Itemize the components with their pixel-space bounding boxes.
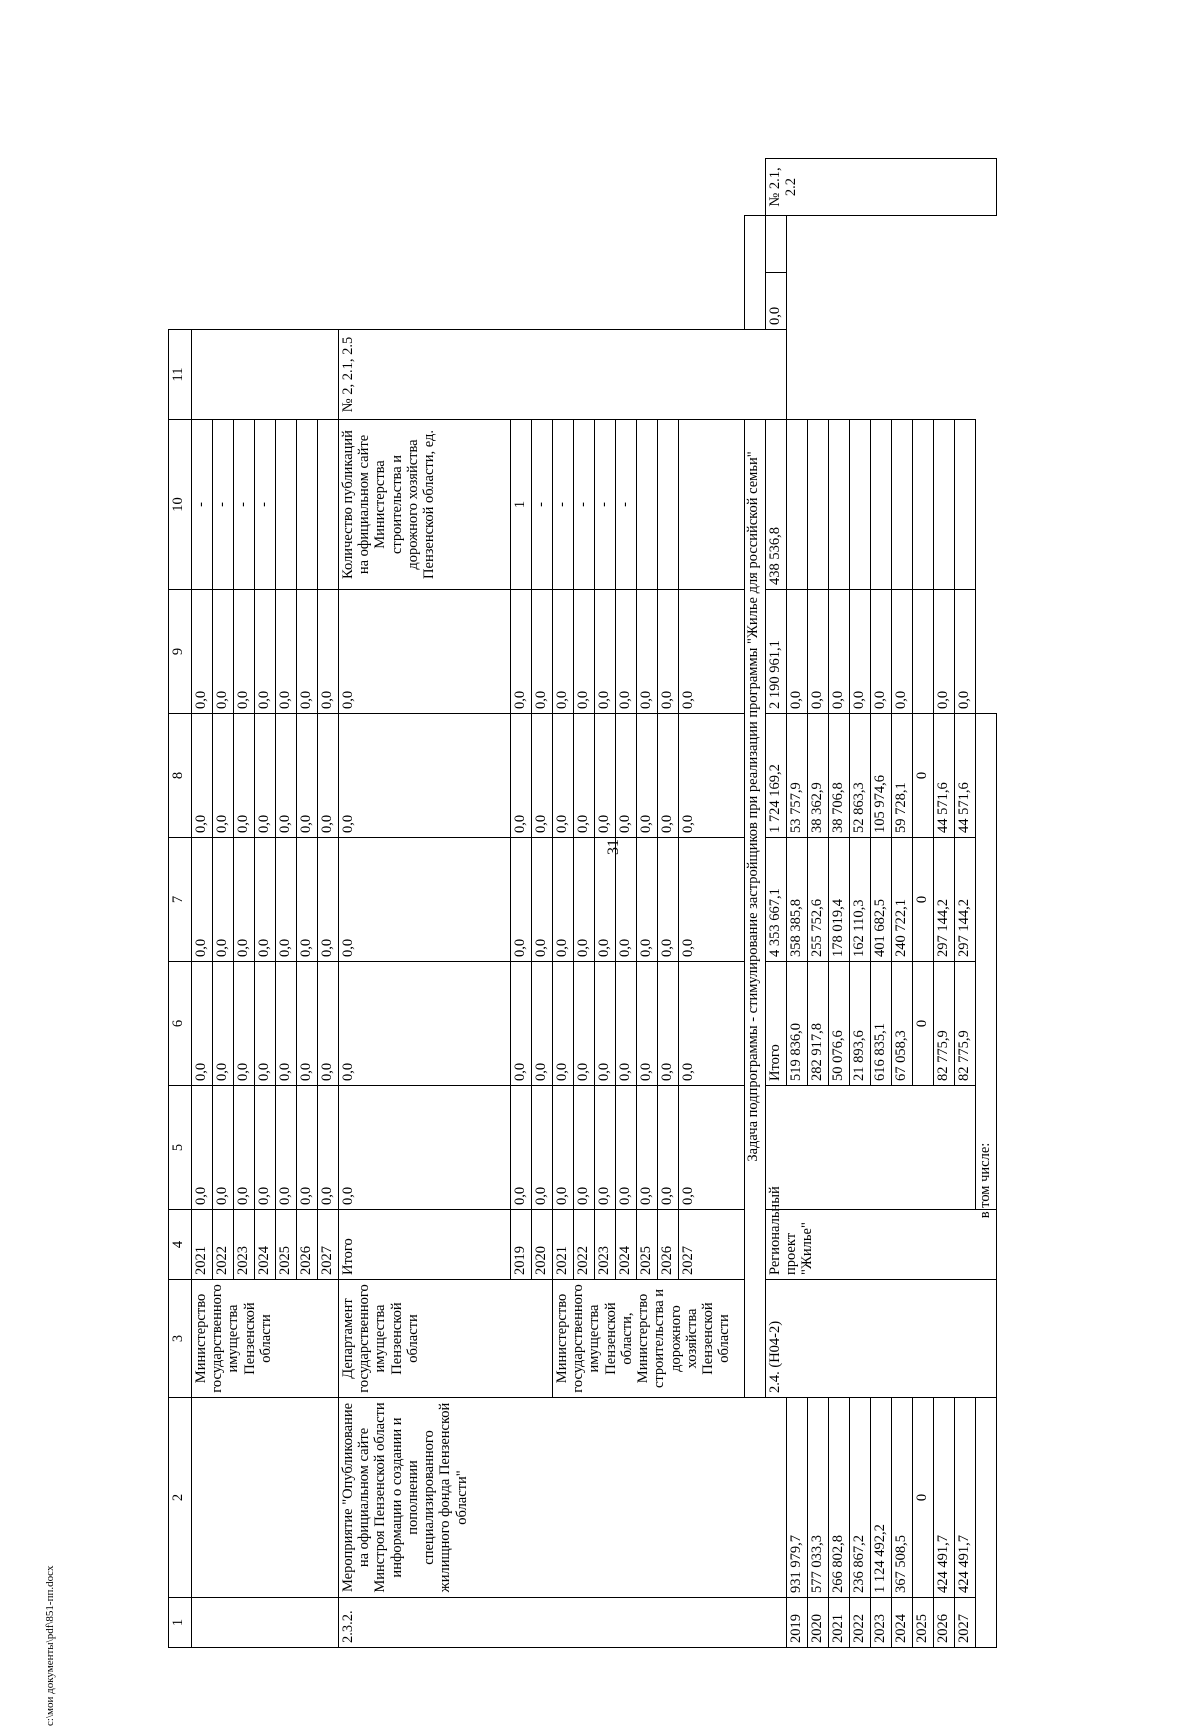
value-cell: 0,0 <box>787 590 808 714</box>
year-cell: 2019 <box>787 1598 808 1648</box>
indicator-value-cell: - <box>595 420 616 590</box>
value-cell: 0,0 <box>276 714 297 838</box>
executor-cell: Министерство государственного имущества Пензенской области <box>192 1280 339 1398</box>
table-row <box>829 159 850 1648</box>
sub-note: в том числе: <box>976 714 997 1648</box>
num-cell <box>192 1598 339 1648</box>
indicator-cell: Количество публикаций на официальном сайте Министерства строительства и дорожного хозяйства Пензенской области, ед. <box>339 420 511 590</box>
value-cell: 401 682,5 <box>871 838 892 962</box>
indicator-value-cell: - <box>192 420 213 590</box>
header-cell: 11 <box>169 330 192 420</box>
value-cell: 0,0 <box>276 962 297 1086</box>
value-cell: 0,0 <box>511 714 532 838</box>
year-cell: 2026 <box>934 1598 955 1648</box>
value-cell: 0 <box>913 1398 934 1598</box>
value-cell: 0,0 <box>192 838 213 962</box>
value-cell: 0,0 <box>297 1086 318 1210</box>
value-cell: 297 144,2 <box>955 838 976 962</box>
table-row <box>192 159 213 1648</box>
value-cell: 0,0 <box>255 962 276 1086</box>
value-cell: 0,0 <box>658 1086 679 1210</box>
table-row <box>850 159 871 1648</box>
value-cell: 0,0 <box>511 962 532 1086</box>
value-cell: 0,0 <box>574 714 595 838</box>
table-row <box>787 159 808 1648</box>
value-cell: 59 728,1 <box>892 714 913 838</box>
value-cell: 0,0 <box>829 590 850 714</box>
value-cell: 0,0 <box>637 590 658 714</box>
value-cell: 0,0 <box>679 590 745 714</box>
table-body <box>169 159 997 1648</box>
indicator-value-cell: - <box>213 420 234 590</box>
value-cell: 0,0 <box>871 590 892 714</box>
value-cell: 367 508,5 <box>892 1398 913 1598</box>
header-cell: 7 <box>169 838 192 962</box>
value-cell: 38 706,8 <box>829 714 850 838</box>
value-cell: 0,0 <box>511 838 532 962</box>
indicator-value-cell <box>297 420 318 590</box>
value-cell: 0,0 <box>637 714 658 838</box>
desc-cell <box>192 1398 339 1598</box>
value-cell: 0 <box>913 962 934 1086</box>
value-cell: 82 775,9 <box>955 962 976 1086</box>
table-row <box>339 159 511 1648</box>
value-cell: 0,0 <box>255 838 276 962</box>
value-cell: 0,0 <box>679 1086 745 1210</box>
value-cell: 0,0 <box>553 1086 574 1210</box>
value-cell: 0,0 <box>595 714 616 838</box>
table-row <box>955 159 976 1648</box>
value-cell: 1 724 169,2 <box>766 714 787 838</box>
value-cell: 82 775,9 <box>934 962 955 1086</box>
value-cell: 0,0 <box>595 590 616 714</box>
value-cell: 0,0 <box>297 838 318 962</box>
year-cell: 2022 <box>574 1210 595 1280</box>
executor-cell <box>766 1086 976 1210</box>
value-cell: 0,0 <box>255 590 276 714</box>
refs-cell <box>192 330 339 420</box>
value-cell: 0,0 <box>192 1086 213 1210</box>
value-cell: 0,0 <box>574 1086 595 1210</box>
year-cell: 2022 <box>850 1598 871 1648</box>
value-cell: 105 974,6 <box>871 714 892 838</box>
value-cell: 0,0 <box>553 962 574 1086</box>
value-cell: 0,0 <box>955 590 976 714</box>
value-cell: 67 058,3 <box>892 962 913 1086</box>
value-cell: 0,0 <box>679 838 745 962</box>
value-cell: 0,0 <box>637 1086 658 1210</box>
value-cell: 44 571,6 <box>955 714 976 838</box>
value-cell: 0,0 <box>276 838 297 962</box>
value-cell: 0,0 <box>658 590 679 714</box>
year-cell: Итого <box>766 962 787 1086</box>
value-cell: 0,0 <box>339 962 511 1086</box>
section-title: Задача подпрограммы - стимулирование застройщиков при реализации программы "Жилье для российской семьи" <box>745 216 766 1398</box>
executor-cell: Департамент государственного имущества Пензенской области <box>339 1280 553 1398</box>
year-cell: 2026 <box>658 1210 679 1280</box>
value-cell: 282 917,8 <box>808 962 829 1086</box>
year-cell: 2025 <box>276 1210 297 1280</box>
value-cell: 0,0 <box>616 590 637 714</box>
value-cell: 0,0 <box>339 838 511 962</box>
year-cell: 2020 <box>808 1598 829 1648</box>
indicator-value-cell <box>787 420 808 590</box>
value-cell: 0,0 <box>192 962 213 1086</box>
value-cell: 0,0 <box>532 590 553 714</box>
value-cell: 424 491,7 <box>934 1398 955 1598</box>
indicator-value-cell <box>276 420 297 590</box>
value-cell: 0,0 <box>532 714 553 838</box>
year-cell: 2027 <box>955 1598 976 1648</box>
indicator-value-cell <box>318 420 339 590</box>
value-cell: 0 <box>913 838 934 962</box>
header-cell: 5 <box>169 1086 192 1210</box>
year-cell: 2027 <box>679 1210 745 1280</box>
value-cell: 0,0 <box>808 590 829 714</box>
footer-file-path: c:\мои документы\pdf\851-пп.docx <box>44 1565 56 1726</box>
value-cell: 0,0 <box>553 838 574 962</box>
value-cell: 0,0 <box>679 962 745 1086</box>
page-number: 31 <box>605 839 622 855</box>
value-cell: 931 979,7 <box>787 1398 808 1598</box>
refs-cell: № 2, 2.1, 2.5 <box>339 330 787 420</box>
indicator-value-cell <box>934 420 955 590</box>
value-cell: 0,0 <box>297 962 318 1086</box>
value-cell: 0,0 <box>616 962 637 1086</box>
value-cell: 0,0 <box>532 838 553 962</box>
value-cell: 0,0 <box>532 1086 553 1210</box>
indicator-value-cell: - <box>234 420 255 590</box>
value-cell: 0,0 <box>213 714 234 838</box>
value-cell: 0,0 <box>595 962 616 1086</box>
header-row <box>169 159 192 1648</box>
header-cell: 3 <box>169 1280 192 1398</box>
indicator-value-cell <box>679 420 745 590</box>
value-cell: 0,0 <box>234 590 255 714</box>
num-cell: 2.4. (Н04-2) <box>766 1280 997 1398</box>
year-cell: 2025 <box>637 1210 658 1280</box>
subnote-row <box>976 159 997 1648</box>
value-cell: 0,0 <box>616 1086 637 1210</box>
value-cell: 0,0 <box>234 714 255 838</box>
value-cell: 0,0 <box>276 1086 297 1210</box>
value-cell: 0,0 <box>574 590 595 714</box>
value-cell: 38 362,9 <box>808 714 829 838</box>
value-cell: 0,0 <box>192 590 213 714</box>
value-cell: 0,0 <box>658 838 679 962</box>
year-cell: 2022 <box>213 1210 234 1280</box>
value-cell: 236 867,2 <box>850 1398 871 1598</box>
value-cell: 0,0 <box>192 714 213 838</box>
value-cell: 0,0 <box>255 1086 276 1210</box>
table-row <box>871 159 892 1648</box>
indicator-value-cell <box>637 420 658 590</box>
header-cell: 9 <box>169 590 192 714</box>
value-cell: 0,0 <box>616 714 637 838</box>
header-cell: 1 <box>169 1598 192 1648</box>
value-cell: 44 571,6 <box>934 714 955 838</box>
desc-cell: Региональный проект "Жилье" <box>766 1210 997 1280</box>
value-cell: 1 124 492,2 <box>871 1398 892 1598</box>
value-cell: 0,0 <box>318 714 339 838</box>
value-cell: 0,0 <box>637 962 658 1086</box>
year-cell: 2021 <box>192 1210 213 1280</box>
value-cell: 0 <box>913 714 934 838</box>
indicator-value-cell <box>892 420 913 590</box>
value-cell: 577 033,3 <box>808 1398 829 1598</box>
value-cell: 297 144,2 <box>934 838 955 962</box>
year-cell: 2021 <box>829 1598 850 1648</box>
year-cell: 2027 <box>318 1210 339 1280</box>
program-table <box>168 158 997 1648</box>
header-cell: 8 <box>169 714 192 838</box>
value-cell: 424 491,7 <box>955 1398 976 1598</box>
indicator-value-cell <box>913 420 934 590</box>
indicator-value-cell: - <box>574 420 595 590</box>
indicator-value-cell: 1 <box>511 420 532 590</box>
value-cell: 0,0 <box>637 838 658 962</box>
value-cell: 0,0 <box>255 714 276 838</box>
header-cell: 6 <box>169 962 192 1086</box>
value-cell: 21 893,6 <box>850 962 871 1086</box>
value-cell: 0,0 <box>616 838 637 962</box>
indicator-value-cell <box>766 216 787 273</box>
value-cell: 0,0 <box>553 590 574 714</box>
indicator-value-cell <box>871 420 892 590</box>
value-cell: 0,0 <box>511 1086 532 1210</box>
value-cell: 178 019,4 <box>829 838 850 962</box>
year-cell: 2023 <box>595 1210 616 1280</box>
indicator-value-cell <box>658 420 679 590</box>
value-cell: 0,0 <box>276 590 297 714</box>
value-cell: 0,0 <box>679 714 745 838</box>
value-cell: 0,0 <box>234 962 255 1086</box>
value-cell: 0,0 <box>532 962 553 1086</box>
value-cell: 438 536,8 <box>766 420 787 590</box>
indicator-value-cell: - <box>553 420 574 590</box>
value-cell: 616 835,1 <box>871 962 892 1086</box>
value-cell: 0,0 <box>658 962 679 1086</box>
year-cell: 2021 <box>553 1210 574 1280</box>
value-cell: 0,0 <box>234 838 255 962</box>
value-cell: 0,0 <box>658 714 679 838</box>
year-cell: Итого <box>339 1210 511 1280</box>
desc-cell: Мероприятие "Опубликование на официальном сайте Минстроя Пензенской области информации о создании и пополнении специализированного жилищного фонда Пензенской области" <box>339 1398 787 1598</box>
value-cell: 0,0 <box>297 714 318 838</box>
value-cell: 162 110,3 <box>850 838 871 962</box>
indicator-value-cell <box>808 420 829 590</box>
value-cell: 519 836,0 <box>787 962 808 1086</box>
indicator-value-cell: - <box>255 420 276 590</box>
value-cell: 0,0 <box>574 962 595 1086</box>
value-cell: 0,0 <box>318 590 339 714</box>
year-cell: 2024 <box>892 1598 913 1648</box>
header-cell: 10 <box>169 420 192 590</box>
value-cell: 0,0 <box>339 590 511 714</box>
header-cell: 2 <box>169 1398 192 1598</box>
value-cell: 358 385,8 <box>787 838 808 962</box>
table-row <box>913 159 934 1648</box>
year-cell: 2019 <box>511 1210 532 1280</box>
indicator-value-cell <box>850 420 871 590</box>
value-cell: 0,0 <box>318 838 339 962</box>
rotated-table-container <box>168 158 1200 1648</box>
indicator-value-cell: - <box>532 420 553 590</box>
year-cell: 2020 <box>532 1210 553 1280</box>
value-cell: 0,0 <box>850 590 871 714</box>
executor-cell: Министерство государственного имущества Пензенской области, Министерство строительства и дорожного хозяйства Пензенской области <box>553 1280 745 1398</box>
value-cell: 0,0 <box>213 1086 234 1210</box>
value-cell: 0,0 <box>234 1086 255 1210</box>
value-cell: 255 752,6 <box>808 838 829 962</box>
value-cell: 50 076,6 <box>829 962 850 1086</box>
value-cell: 0,0 <box>595 838 616 962</box>
year-cell: 2026 <box>297 1210 318 1280</box>
value-cell: 0,0 <box>339 1086 511 1210</box>
value-cell: 0,0 <box>339 714 511 838</box>
value-cell: 0,0 <box>213 962 234 1086</box>
table-row <box>808 159 829 1648</box>
value-cell: 266 802,8 <box>829 1398 850 1598</box>
header-cell: 4 <box>169 1210 192 1280</box>
value-cell: 0,0 <box>595 1086 616 1210</box>
num-cell: 2.3.2. <box>339 1598 787 1648</box>
year-cell: 2023 <box>234 1210 255 1280</box>
year-cell: 2023 <box>871 1598 892 1648</box>
value-cell: 0,0 <box>766 273 787 330</box>
value-cell: 53 757,9 <box>787 714 808 838</box>
value-cell: 0,0 <box>934 590 955 714</box>
value-cell: 0,0 <box>553 714 574 838</box>
value-cell: 0,0 <box>892 590 913 714</box>
table-row <box>892 159 913 1648</box>
indicator-value-cell <box>829 420 850 590</box>
value-cell: 0,0 <box>511 590 532 714</box>
year-cell: 2024 <box>616 1210 637 1280</box>
value-cell: 0,0 <box>318 1086 339 1210</box>
value-cell: 0,0 <box>574 838 595 962</box>
table-row <box>934 159 955 1648</box>
indicator-value-cell: - <box>616 420 637 590</box>
year-cell: 2025 <box>913 1598 934 1648</box>
indicator-value-cell <box>955 420 976 590</box>
value-cell <box>913 590 934 714</box>
year-cell: 2024 <box>255 1210 276 1280</box>
value-cell: 0,0 <box>318 962 339 1086</box>
value-cell: 4 353 667,1 <box>766 838 787 962</box>
value-cell: 240 722,1 <box>892 838 913 962</box>
refs-cell: № 2.1, 2.2 <box>766 159 997 216</box>
value-cell: 2 190 961,1 <box>766 590 787 714</box>
value-cell: 52 863,3 <box>850 714 871 838</box>
value-cell: 0,0 <box>297 590 318 714</box>
value-cell: 0,0 <box>213 838 234 962</box>
value-cell: 0,0 <box>213 590 234 714</box>
